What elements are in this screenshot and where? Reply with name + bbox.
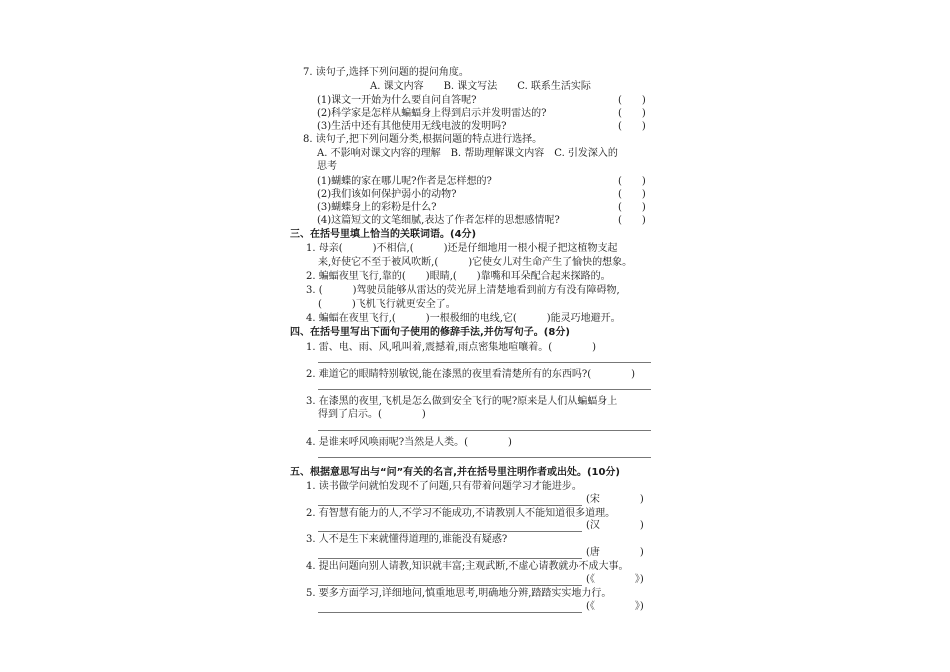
s5-source-1[interactable]: (宋 ) — [586, 494, 644, 505]
q8-item-4: (4)这篇短文的文笔细腻,表达了作者怎样的思想感情呢? — [317, 215, 560, 226]
q8-item-2: (2)我们该如何保护弱小的动物? — [317, 189, 457, 200]
q7-item-1: (1)课文一开始为什么要自问自答呢? — [317, 95, 477, 106]
s4-item-3-line1: 3. 在漆黑的夜里,飞机是怎么做到安全飞行的呢?原来是人们从蝙蝠身上 — [306, 396, 618, 407]
section-3-heading: 三、在括号里填上恰当的关联词语。(4分) — [290, 229, 477, 240]
q8-options-line2: 思考 — [317, 161, 337, 172]
q7-item-3: (3)生活中还有其他使用无线电波的发明吗? — [317, 121, 507, 132]
s4-answer-line-4[interactable] — [318, 457, 651, 458]
section-5-heading: 五、根据意思写出与“问”有关的名言,并在括号里注明作者或出处。(10分) — [290, 467, 620, 478]
q7-title: 7. 读句子,选择下列问题的提问角度。 — [303, 67, 469, 78]
s5-item-2: 2. 有智慧有能力的人,不学习不能成功,不请教别人不能知道很多道理。 — [306, 508, 616, 519]
q8-options-line1: A. 不影响对课文内容的理解 B. 帮助理解课文内容 C. 引发深入的 — [317, 148, 618, 159]
q7-answer-3[interactable]: ( ) — [618, 121, 646, 132]
q7-answer-1[interactable]: ( ) — [618, 95, 646, 106]
s4-answer-line-2[interactable] — [318, 389, 651, 390]
s5-item-4: 4. 提出问题向别人请教,知识就丰富;主观武断,不虚心请教就办不成大事。 — [306, 561, 629, 572]
q8-title: 8. 读句子,把下列问题分类,根据问题的特点进行选择。 — [303, 134, 543, 145]
s5-source-5[interactable]: (《 》) — [586, 601, 644, 612]
q8-answer-3[interactable]: ( ) — [618, 202, 646, 213]
s5-answer-line-1[interactable] — [318, 505, 582, 506]
s5-source-2[interactable]: (汉 ) — [586, 520, 644, 531]
s4-item-1: 1. 雷、电、雨、风,吼叫着,震撼着,雨点密集地喧嚷着。( ) — [306, 342, 597, 353]
s3-line-1: 1. 母亲( )不相信,( )还是仔细地用一根小棍子把这植物支起 — [306, 243, 618, 254]
s5-answer-line-2[interactable] — [318, 531, 582, 532]
s4-item-2: 2. 难道它的眼睛特别敏锐,能在漆黑的夜里看清楚所有的东西吗?( ) — [306, 369, 636, 380]
s5-item-3: 3. 人不是生下来就懂得道理的,谁能没有疑惑? — [306, 534, 508, 545]
s3-line-3: 2. 蝙蝠夜里飞行,靠的( )眼睛,( )靠嘴和耳朵配合起来探路的。 — [306, 271, 611, 282]
s5-source-4[interactable]: (《 》) — [586, 574, 644, 585]
s4-item-4: 4. 是谁来呼风唤雨呢?当然是人类。( ) — [306, 437, 512, 448]
q7-answer-2[interactable]: ( ) — [618, 108, 646, 119]
q8-answer-2[interactable]: ( ) — [618, 189, 646, 200]
q8-item-1: (1)蝴蝶的家在哪儿呢?作者是怎样想的? — [317, 176, 492, 187]
q8-answer-1[interactable]: ( ) — [618, 176, 646, 187]
section-4-heading: 四、在括号里写出下面句子使用的修辞手法,并仿写句子。(8分) — [290, 327, 570, 338]
q7-options: A. 课文内容 B. 课文写法 C. 联系生活实际 — [370, 81, 591, 92]
q8-item-3: (3)蝴蝶身上的彩粉是什么? — [317, 202, 437, 213]
s3-line-6: 4. 蝙蝠在夜里飞行,( )一根极细的电线,它( )能灵巧地避开。 — [306, 313, 621, 324]
s4-answer-line-3[interactable] — [318, 430, 651, 431]
s5-answer-line-3[interactable] — [318, 558, 582, 559]
s5-answer-line-4[interactable] — [318, 585, 582, 586]
s3-line-4: 3. ( )驾驶员能够从雷达的荧光屏上清楚地看到前方有没有障碍物, — [306, 285, 620, 296]
s5-answer-line-5[interactable] — [318, 612, 582, 613]
s3-line-5: ( )飞机飞行就更安全了。 — [318, 299, 456, 310]
q7-item-2: (2)科学家是怎样从蝙蝠身上得到启示并发明雷达的? — [317, 108, 547, 119]
s5-item-1: 1. 读书做学问就怕发现不了问题,只有带着问题学习才能进步。 — [306, 481, 582, 492]
s3-line-2: 来,好使它不至于被风吹断,( )它使女儿对生命产生了愉快的想象。 — [318, 257, 633, 268]
s5-source-3[interactable]: (唐 ) — [586, 547, 644, 558]
s5-item-5: 5. 要多方面学习,详细地问,慎重地思考,明确地分辨,踏踏实实地力行。 — [306, 588, 612, 599]
s4-answer-line-1[interactable] — [318, 362, 651, 363]
q8-answer-4[interactable]: ( ) — [618, 215, 646, 226]
s4-item-3-line2: 得到了启示。( ) — [318, 409, 426, 420]
